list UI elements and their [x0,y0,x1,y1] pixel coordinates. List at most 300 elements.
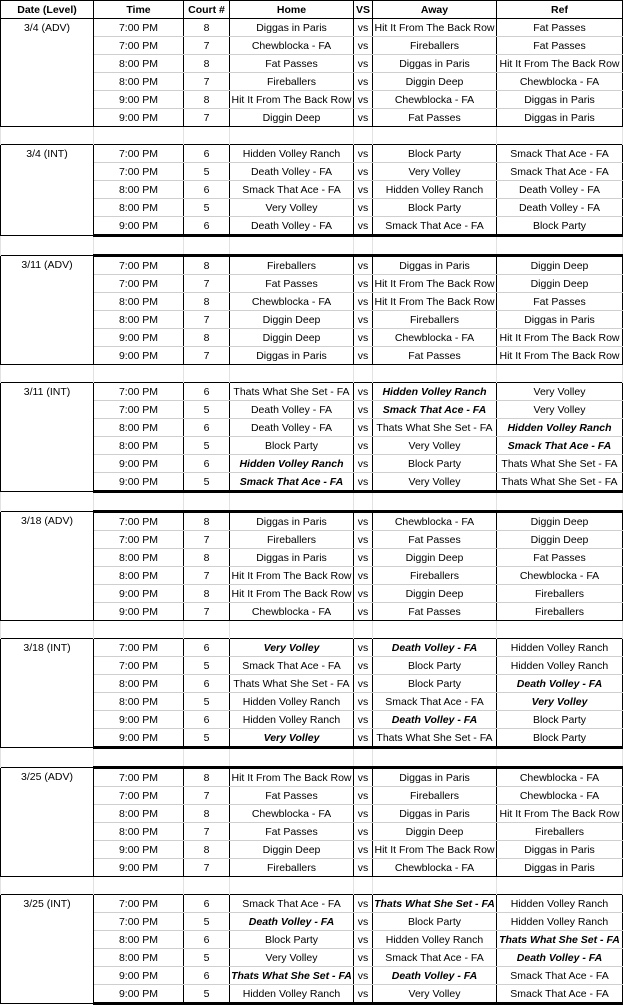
ref-team-cell: Diggin Deep [497,275,623,293]
table-row [1,91,623,109]
vs-cell: vs [354,419,373,437]
table-row [1,549,623,567]
ref-team-cell: Smack That Ace - FA [497,985,623,1004]
date-cell [1,859,94,877]
date-cell [1,657,94,675]
ref-team-cell: Chewblocka - FA [497,567,623,585]
ref-team-cell: Block Party [497,217,623,236]
date-cell [1,217,94,236]
ref-team-cell: Hidden Volley Ranch [497,639,623,657]
table-row [1,145,623,163]
away-team-cell: Fireballers [373,37,497,55]
spacer-cell [184,492,230,512]
ref-team-cell: Hidden Volley Ranch [497,419,623,437]
spacer-cell [497,127,623,145]
court-cell: 5 [184,693,230,711]
court-cell: 6 [184,181,230,199]
home-team-cell: Death Volley - FA [230,913,354,931]
court-cell: 6 [184,383,230,401]
away-team-cell: Diggas in Paris [373,55,497,73]
vs-cell: vs [354,768,373,787]
spacer-cell [230,236,354,256]
spacer-cell [373,236,497,256]
table-row [1,73,623,91]
ref-team-cell: Fat Passes [497,37,623,55]
time-cell: 9:00 PM [94,859,184,877]
court-cell: 6 [184,967,230,985]
home-team-cell: Thats What She Set - FA [230,383,354,401]
time-cell: 7:00 PM [94,787,184,805]
spacer-cell [1,492,94,512]
date-cell [1,693,94,711]
vs-cell: vs [354,895,373,913]
spacer-cell [1,127,94,145]
spacer-cell [184,621,230,639]
time-cell: 8:00 PM [94,73,184,91]
home-team-cell: Death Volley - FA [230,217,354,236]
ref-team-cell: Diggas in Paris [497,859,623,877]
date-cell [1,37,94,55]
court-cell: 7 [184,73,230,91]
time-cell: 7:00 PM [94,145,184,163]
away-team-cell: Hidden Volley Ranch [373,181,497,199]
vs-cell: vs [354,217,373,236]
table-row [1,37,623,55]
ref-team-cell: Hidden Volley Ranch [497,913,623,931]
home-team-cell: Smack That Ace - FA [230,473,354,492]
table-row [1,567,623,585]
vs-cell: vs [354,603,373,621]
time-cell: 8:00 PM [94,419,184,437]
header-vs: VS [354,1,373,19]
table-row [1,163,623,181]
date-cell [1,181,94,199]
time-cell: 8:00 PM [94,567,184,585]
home-team-cell: Very Volley [230,729,354,748]
court-cell: 6 [184,419,230,437]
ref-team-cell: Smack That Ace - FA [497,163,623,181]
court-cell: 7 [184,347,230,365]
vs-cell: vs [354,639,373,657]
court-cell: 5 [184,199,230,217]
home-team-cell: Hidden Volley Ranch [230,985,354,1004]
date-cell [1,675,94,693]
vs-cell: vs [354,293,373,311]
home-team-cell: Chewblocka - FA [230,805,354,823]
date-cell [1,913,94,931]
time-cell: 8:00 PM [94,199,184,217]
vs-cell: vs [354,657,373,675]
ref-team-cell: Diggas in Paris [497,311,623,329]
time-cell: 7:00 PM [94,401,184,419]
ref-team-cell: Very Volley [497,401,623,419]
date-cell [1,311,94,329]
spacer-row [1,365,623,383]
spacer-cell [373,492,497,512]
table-row [1,603,623,621]
home-team-cell: Diggin Deep [230,841,354,859]
table-row [1,805,623,823]
date-cell: 3/25 (ADV) [1,768,94,787]
court-cell: 5 [184,985,230,1004]
date-cell [1,473,94,492]
home-team-cell: Fat Passes [230,823,354,841]
table-row [1,823,623,841]
date-cell [1,455,94,473]
time-cell: 8:00 PM [94,293,184,311]
spacer-cell [497,365,623,383]
table-row [1,585,623,603]
date-cell [1,531,94,549]
court-cell: 6 [184,895,230,913]
home-team-cell: Death Volley - FA [230,419,354,437]
vs-cell: vs [354,949,373,967]
court-cell: 8 [184,805,230,823]
court-cell: 5 [184,401,230,419]
date-cell [1,163,94,181]
vs-cell: vs [354,383,373,401]
home-team-cell: Thats What She Set - FA [230,967,354,985]
time-cell: 8:00 PM [94,675,184,693]
table-row [1,639,623,657]
time-cell: 9:00 PM [94,109,184,127]
table-row [1,531,623,549]
away-team-cell: Hit It From The Back Row [373,275,497,293]
away-team-cell: Diggas in Paris [373,805,497,823]
table-row [1,437,623,455]
time-cell: 7:00 PM [94,531,184,549]
court-cell: 6 [184,931,230,949]
home-team-cell: Hit It From The Back Row [230,768,354,787]
ref-team-cell: Chewblocka - FA [497,73,623,91]
time-cell: 7:00 PM [94,512,184,531]
header-away: Away [373,1,497,19]
schedule-body [1,1,623,1004]
ref-team-cell: Chewblocka - FA [497,768,623,787]
spacer-cell [373,748,497,768]
court-cell: 8 [184,19,230,37]
court-cell: 8 [184,329,230,347]
vs-cell: vs [354,805,373,823]
away-team-cell: Block Party [373,657,497,675]
table-row [1,967,623,985]
time-cell: 8:00 PM [94,181,184,199]
vs-cell: vs [354,73,373,91]
time-cell: 9:00 PM [94,711,184,729]
header-date: Date (Level) [1,1,94,19]
spacer-cell [94,365,184,383]
table-row [1,693,623,711]
ref-team-cell: Hit It From The Back Row [497,805,623,823]
date-cell [1,275,94,293]
time-cell: 9:00 PM [94,91,184,109]
vs-cell: vs [354,256,373,275]
away-team-cell: Fat Passes [373,109,497,127]
away-team-cell: Fireballers [373,567,497,585]
time-cell: 9:00 PM [94,967,184,985]
ref-team-cell: Block Party [497,729,623,748]
ref-team-cell: Hidden Volley Ranch [497,895,623,913]
away-team-cell: Fireballers [373,311,497,329]
court-cell: 5 [184,913,230,931]
spacer-cell [373,877,497,895]
table-row [1,383,623,401]
home-team-cell: Hidden Volley Ranch [230,711,354,729]
time-cell: 8:00 PM [94,823,184,841]
home-team-cell: Very Volley [230,199,354,217]
date-cell: 3/4 (ADV) [1,19,94,37]
away-team-cell: Fat Passes [373,603,497,621]
date-cell [1,567,94,585]
court-cell: 7 [184,37,230,55]
away-team-cell: Diggin Deep [373,585,497,603]
spacer-cell [1,236,94,256]
header-court: Court # [184,1,230,19]
court-cell: 7 [184,275,230,293]
table-row [1,55,623,73]
away-team-cell: Hit It From The Back Row [373,19,497,37]
spacer-cell [184,748,230,768]
time-cell: 9:00 PM [94,603,184,621]
away-team-cell: Very Volley [373,985,497,1004]
spacer-cell [354,621,373,639]
home-team-cell: Diggin Deep [230,311,354,329]
vs-cell: vs [354,109,373,127]
vs-cell: vs [354,37,373,55]
date-cell [1,109,94,127]
court-cell: 5 [184,729,230,748]
ref-team-cell: Death Volley - FA [497,181,623,199]
home-team-cell: Smack That Ace - FA [230,895,354,913]
away-team-cell: Diggas in Paris [373,768,497,787]
home-team-cell: Diggin Deep [230,109,354,127]
date-cell [1,347,94,365]
time-cell: 8:00 PM [94,693,184,711]
table-row [1,329,623,347]
away-team-cell: Smack That Ace - FA [373,949,497,967]
ref-team-cell: Death Volley - FA [497,949,623,967]
court-cell: 7 [184,823,230,841]
date-cell [1,419,94,437]
away-team-cell: Smack That Ace - FA [373,693,497,711]
spacer-row [1,877,623,895]
vs-cell: vs [354,859,373,877]
date-cell [1,73,94,91]
spacer-cell [230,365,354,383]
date-cell: 3/11 (ADV) [1,256,94,275]
court-cell: 7 [184,109,230,127]
vs-cell: vs [354,311,373,329]
vs-cell: vs [354,163,373,181]
ref-team-cell: Diggas in Paris [497,109,623,127]
spacer-cell [1,365,94,383]
away-team-cell: Block Party [373,675,497,693]
time-cell: 8:00 PM [94,805,184,823]
table-row [1,787,623,805]
away-team-cell: Hidden Volley Ranch [373,383,497,401]
away-team-cell: Diggin Deep [373,823,497,841]
court-cell: 6 [184,639,230,657]
time-cell: 8:00 PM [94,437,184,455]
date-cell [1,91,94,109]
vs-cell: vs [354,329,373,347]
away-team-cell: Block Party [373,913,497,931]
spacer-cell [94,748,184,768]
spacer-cell [184,365,230,383]
time-cell: 8:00 PM [94,949,184,967]
date-cell [1,711,94,729]
vs-cell: vs [354,823,373,841]
away-team-cell: Diggas in Paris [373,256,497,275]
spacer-cell [230,621,354,639]
spacer-cell [497,236,623,256]
ref-team-cell: Diggin Deep [497,531,623,549]
time-cell: 8:00 PM [94,311,184,329]
spacer-cell [373,365,497,383]
vs-cell: vs [354,711,373,729]
table-row [1,657,623,675]
date-cell [1,585,94,603]
spacer-cell [354,127,373,145]
ref-team-cell: Diggas in Paris [497,91,623,109]
time-cell: 8:00 PM [94,931,184,949]
away-team-cell: Diggin Deep [373,549,497,567]
table-row [1,841,623,859]
spacer-cell [373,621,497,639]
vs-cell: vs [354,512,373,531]
home-team-cell: Death Volley - FA [230,163,354,181]
court-cell: 8 [184,55,230,73]
home-team-cell: Fat Passes [230,787,354,805]
date-cell: 3/18 (ADV) [1,512,94,531]
ref-team-cell: Chewblocka - FA [497,787,623,805]
spacer-cell [184,127,230,145]
date-cell: 3/25 (INT) [1,895,94,913]
ref-team-cell: Smack That Ace - FA [497,967,623,985]
table-row [1,419,623,437]
vs-cell: vs [354,931,373,949]
home-team-cell: Block Party [230,437,354,455]
vs-cell: vs [354,473,373,492]
time-cell: 7:00 PM [94,895,184,913]
court-cell: 6 [184,675,230,693]
time-cell: 7:00 PM [94,256,184,275]
time-cell: 8:00 PM [94,549,184,567]
header-ref: Ref [497,1,623,19]
court-cell: 6 [184,455,230,473]
ref-team-cell: Smack That Ace - FA [497,145,623,163]
table-row [1,512,623,531]
ref-team-cell: Fat Passes [497,549,623,567]
table-row [1,931,623,949]
home-team-cell: Chewblocka - FA [230,37,354,55]
court-cell: 5 [184,657,230,675]
spacer-cell [497,621,623,639]
time-cell: 9:00 PM [94,455,184,473]
ref-team-cell: Hit It From The Back Row [497,329,623,347]
date-cell [1,931,94,949]
court-cell: 7 [184,311,230,329]
home-team-cell: Very Volley [230,949,354,967]
home-team-cell: Fat Passes [230,275,354,293]
time-cell: 9:00 PM [94,217,184,236]
court-cell: 8 [184,91,230,109]
date-cell [1,401,94,419]
away-team-cell: Hidden Volley Ranch [373,931,497,949]
home-team-cell: Diggin Deep [230,329,354,347]
home-team-cell: Very Volley [230,639,354,657]
time-cell: 9:00 PM [94,347,184,365]
away-team-cell: Chewblocka - FA [373,859,497,877]
date-cell [1,729,94,748]
table-row [1,199,623,217]
vs-cell: vs [354,181,373,199]
away-team-cell: Block Party [373,199,497,217]
vs-cell: vs [354,19,373,37]
away-team-cell: Diggin Deep [373,73,497,91]
spacer-cell [94,127,184,145]
spacer-cell [184,877,230,895]
ref-team-cell: Fireballers [497,603,623,621]
time-cell: 9:00 PM [94,329,184,347]
date-cell [1,549,94,567]
court-cell: 8 [184,549,230,567]
away-team-cell: Smack That Ace - FA [373,401,497,419]
vs-cell: vs [354,55,373,73]
court-cell: 5 [184,949,230,967]
spacer-cell [354,748,373,768]
ref-team-cell: Thats What She Set - FA [497,473,623,492]
table-row [1,895,623,913]
vs-cell: vs [354,787,373,805]
date-cell [1,199,94,217]
vs-cell: vs [354,199,373,217]
court-cell: 8 [184,256,230,275]
ref-team-cell: Diggas in Paris [497,841,623,859]
away-team-cell: Fat Passes [373,531,497,549]
date-cell [1,823,94,841]
time-cell: 9:00 PM [94,473,184,492]
home-team-cell: Hit It From The Back Row [230,91,354,109]
ref-team-cell: Diggin Deep [497,512,623,531]
spacer-cell [354,236,373,256]
home-team-cell: Thats What She Set - FA [230,675,354,693]
date-cell [1,293,94,311]
table-row [1,311,623,329]
court-cell: 7 [184,531,230,549]
spacer-cell [497,748,623,768]
time-cell: 7:00 PM [94,37,184,55]
table-row [1,217,623,236]
away-team-cell: Hit It From The Back Row [373,841,497,859]
vs-cell: vs [354,401,373,419]
vs-cell: vs [354,91,373,109]
time-cell: 7:00 PM [94,913,184,931]
home-team-cell: Chewblocka - FA [230,603,354,621]
home-team-cell: Diggas in Paris [230,512,354,531]
court-cell: 5 [184,473,230,492]
spacer-cell [497,492,623,512]
spacer-cell [94,236,184,256]
date-cell [1,437,94,455]
table-row [1,401,623,419]
ref-team-cell: Hit It From The Back Row [497,55,623,73]
home-team-cell: Diggas in Paris [230,549,354,567]
time-cell: 9:00 PM [94,841,184,859]
home-team-cell: Fat Passes [230,55,354,73]
court-cell: 6 [184,217,230,236]
court-cell: 8 [184,512,230,531]
